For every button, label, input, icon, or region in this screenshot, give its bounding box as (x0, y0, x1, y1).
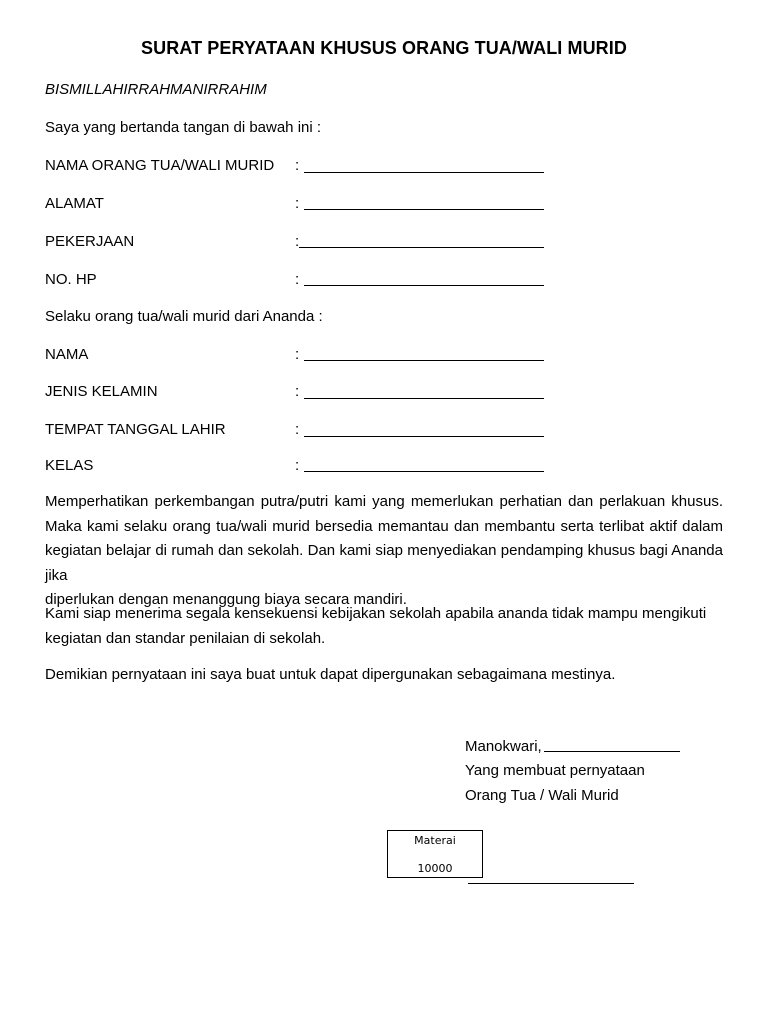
signature-line2: Orang Tua / Wali Murid (465, 787, 619, 804)
field-colon: : (295, 271, 300, 288)
field-label-student-name: NAMA (45, 346, 89, 363)
birth-fill-line[interactable] (304, 436, 544, 437)
field-colon: : (295, 383, 300, 400)
field-label-class: KELAS (45, 457, 94, 474)
field-colon: : (295, 346, 300, 363)
materai-stamp-box (387, 830, 483, 878)
document-title: SURAT PERYATAAN KHUSUS ORANG TUA/WALI MURID (141, 38, 627, 58)
basmalah: BISMILLAHIRRAHMANIRRAHIM (45, 81, 267, 98)
intro-text: Saya yang bertanda tangan di bawah ini : (45, 119, 322, 136)
paragraph-consequences (45, 602, 723, 651)
field-colon: : (295, 157, 300, 174)
field-colon: : (295, 195, 300, 212)
occupation-fill-line[interactable] (299, 247, 544, 248)
field-colon: : (295, 457, 300, 474)
materai-label: Materai (414, 834, 456, 847)
class-fill-line[interactable] (304, 471, 544, 472)
signature-place: Manokwari, (465, 738, 542, 755)
paragraph-commitment (45, 490, 723, 613)
field-colon: : (295, 421, 300, 438)
paragraph-consequences-body: Kami siap menerima segala kensekuensi kebijakan sekolah apabila ananda tidak mampu mengikuti (45, 605, 707, 622)
paragraph-consequences-last-line: kegiatan dan standar penilaian di sekolah. (45, 629, 326, 647)
parent-name-fill-line[interactable] (304, 172, 544, 173)
materai-value: 10000 (417, 862, 453, 875)
field-label-occupation: PEKERJAAN (45, 233, 135, 250)
signature-line1: Yang membuat pernyataan (465, 762, 645, 779)
closing-text: Demikian pernyataan ini saya buat untuk dapat dipergunakan sebagaimana mestinya. (45, 666, 616, 683)
field-label-phone: NO. HP (45, 271, 97, 288)
signature-fill-line[interactable] (468, 883, 634, 884)
gender-fill-line[interactable] (304, 398, 544, 399)
field-colon: : (295, 233, 300, 250)
field-label-gender: JENIS KELAMIN (45, 383, 158, 400)
student-intro-text: Selaku orang tua/wali murid dari Ananda : (45, 308, 323, 325)
date-fill-line[interactable] (544, 751, 680, 752)
phone-fill-line[interactable] (304, 285, 544, 286)
student-name-fill-line[interactable] (304, 360, 544, 361)
paragraph-commitment-body: Memperhatikan perkembangan putra/putri kami yang memerlukan perhatian dan perlakuan khusus. Maka kami selaku orang tua/wali murid bersedia memantau dan membantu serta terlibat aktif dalam kegiatan belajar di rumah dan sekolah. Dan kami siap menyediakan pendamping khusus bagi Ananda jika (45, 493, 723, 584)
field-label-birth: TEMPAT TANGGAL LAHIR (45, 421, 226, 438)
field-label-address: ALAMAT (45, 195, 104, 212)
address-fill-line[interactable] (304, 209, 544, 210)
paragraph-commitment-last-line: diperlukan dengan menanggung biaya secara mandiri. (45, 591, 407, 608)
field-label-parent-name: NAMA ORANG TUA/WALI MURID (45, 157, 275, 174)
